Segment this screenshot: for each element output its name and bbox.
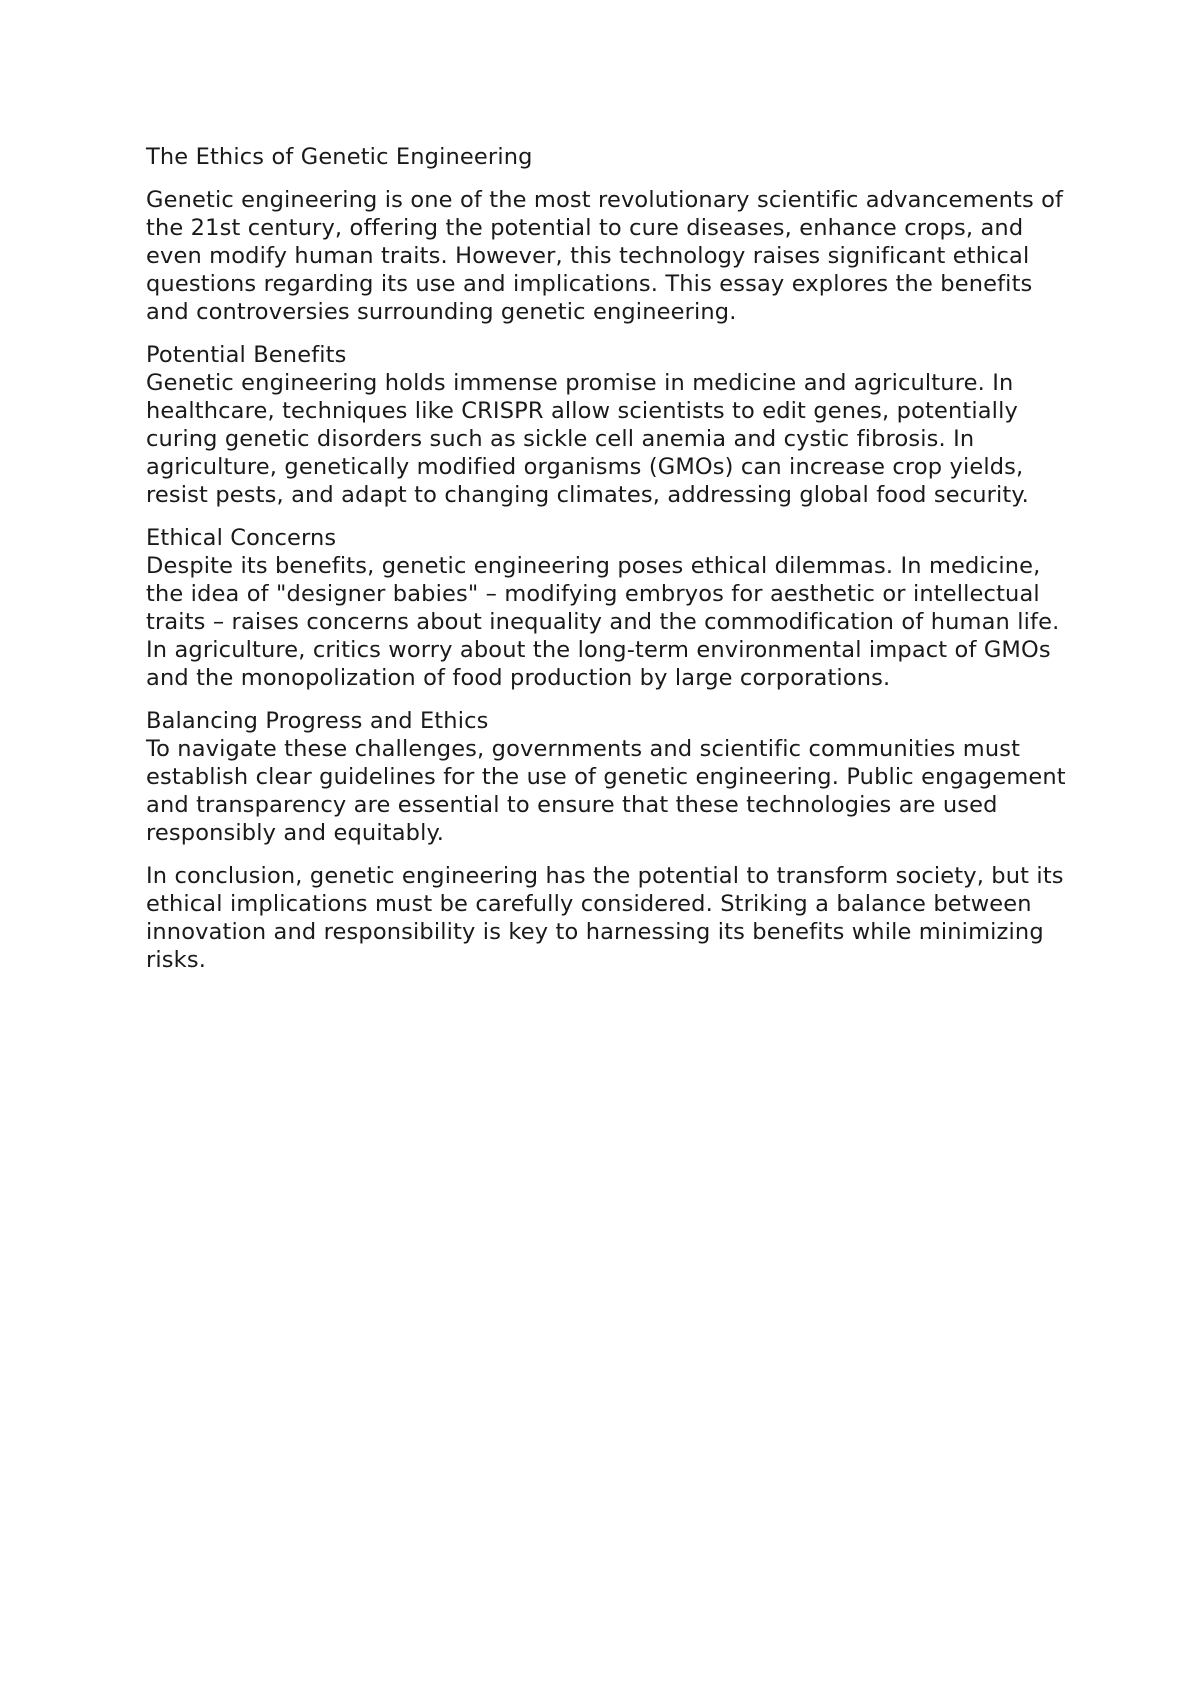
section-heading: Balancing Progress and Ethics	[146, 708, 489, 734]
section-potential-benefits	[146, 341, 1076, 509]
document-page	[146, 143, 1076, 989]
document-title: The Ethics of Genetic Engineering	[146, 144, 533, 170]
intro-paragraph: Genetic engineering is one of the most revolutionary scientific advancements of the 21st century, offering the potential to cure diseases, enhance crops, and even modify human traits. However, this technology raises significant ethical questions regarding its use and implications. This essay explores the benefits and controversies surrounding genetic engineering.	[146, 187, 1064, 325]
section-body: Genetic engineering holds immense promise in medicine and agriculture. In healthcare, techniques like CRISPR allow scientists to edit genes, potentially curing genetic disorders such as sickle cell anemia and cystic fibrosis. In agriculture, genetically modified organisms (GMOs) can increase crop yields, resist pests, and adapt to changing climates, addressing global food security.	[146, 370, 1029, 508]
conclusion-paragraph: In conclusion, genetic engineering has the potential to transform society, but its ethical implications must be carefully considered. Striking a balance between innovation and responsibility is key to harnessing its benefits while minimizing risks.	[146, 863, 1064, 973]
section-heading: Potential Benefits	[146, 342, 347, 368]
section-body: Despite its benefits, genetic engineering poses ethical dilemmas. In medicine, the idea of "designer babies" – modifying embryos for aesthetic or intellectual traits – raises concerns about inequality and the commodification of human life. In agriculture, critics worry about the long-term environmental impact of GMOs and the monopolization of food production by large corporations.	[146, 553, 1060, 691]
section-ethical-concerns	[146, 524, 1076, 692]
section-heading: Ethical Concerns	[146, 525, 337, 551]
section-balancing-progress	[146, 707, 1076, 847]
section-body: To navigate these challenges, governments and scientific communities must establish clear guidelines for the use of genetic engineering. Public engagement and transparency are essential to ensure that these technologies are used responsibly and equitably.	[146, 736, 1066, 846]
